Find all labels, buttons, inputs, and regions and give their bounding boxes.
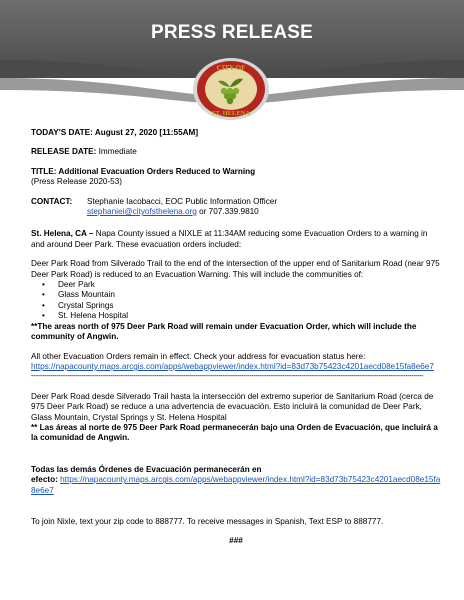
contact-label: CONTACT: (31, 196, 73, 206)
contact-block (31, 197, 441, 218)
spanish-evacuation-map-link[interactable]: https://napacounty.maps.arcgis.com/apps/webappviewer/index.html?id=83d73b75423c4201aecd08e15fa8e6e7 (31, 475, 441, 495)
city-seal-logo (191, 57, 271, 121)
list-item: • Deer Park (58, 280, 441, 290)
seal-top-text: CITY OF (216, 64, 246, 72)
section-divider: ----------------------------------------------------------------------------------------------------------------------------------------------------------------------------------------------------------- (31, 373, 424, 381)
release-date (31, 147, 441, 157)
list-item: • Glass Mountain (58, 290, 441, 300)
contact-email-link[interactable]: stephaniei@cityofsthelena.org (87, 207, 197, 217)
release-number: (Press Release 2020-53) (31, 177, 123, 187)
end-mark: ### (229, 536, 243, 546)
release-date-label: RELEASE DATE: (31, 147, 97, 157)
spanish-other-orders: Todas las demás Órdenes de Evacuación permanecerán en (31, 464, 262, 474)
todays-date: TODAY'S DATE: August 27, 2020 [11:55AM] (31, 128, 199, 137)
release-date-value: Immediate (96, 147, 137, 157)
list-item: • Crystal Springs (58, 301, 441, 311)
other-orders-paragraph: All other Evacuation Orders remain in effect. Check your address for evacuation status here: (31, 351, 366, 361)
contact-name: Stephanie Iacobacci, EOC Public Information Officer (87, 196, 278, 206)
lead-paragraph (31, 229, 441, 250)
dateline: St. Helena, CA – (31, 229, 94, 239)
spanish-effect-label: efecto: (31, 475, 58, 485)
communities-list (31, 280, 441, 322)
press-release-banner (0, 0, 464, 122)
release-title: TITLE: Additional Evacuation Orders Reduced to Warning (31, 166, 256, 176)
north-order-notice: **The areas north of 975 Deer Park Road will remain under Evacuation Order, which will include the community of Angwin. (31, 321, 417, 342)
seal-bottom-text: ST. HELENA (211, 110, 251, 117)
spanish-map-line (31, 475, 441, 496)
list-item: • St. Helena Hospital (58, 311, 441, 321)
contact-phone: or 707.339.9810 (196, 207, 259, 217)
lead-text: Napa County issued a NIXLE at 11:34AM reducing some Evacuation Orders to a warning in and around Deer Park. These evacuation orders included: (31, 229, 428, 249)
spanish-road-paragraph: Deer Park Road desde Silverado Trail hasta la intersección del extremo superior de Sanitarium Road (cerca de 975 Deer Park Road) se reduce a una advertencia de evacuación. Esto incluirá la comunidad de Deer Park, Glass Mountain, Crystal Springs y St. Helena Hospital (31, 391, 434, 422)
road-paragraph: Deer Park Road from Silverado Trail to the end of the intersection of the upper end of Sanitarium Road (near 975 Deer Park Road) is reduced to an Evacuation Warning. This will include the communities of: (31, 259, 440, 279)
evacuation-map-link[interactable]: https://napacounty.maps.arcgis.com/apps/webappviewer/index.html?id=83d73b75423c4201aecd08e15fa8e6e7 (31, 361, 434, 371)
banner-title: PRESS RELEASE (150, 22, 314, 43)
spanish-north-notice: ** Las áreas al norte de 975 Deer Park Road permanecerán bajo una Orden de Evacuación, que incluirá a la comunidad de Angwin. (31, 422, 438, 443)
nixle-instructions: To join Nixle, text your zip code to 888777. To receive messages in Spanish, Text ESP to 888777. (31, 516, 384, 526)
press-release-body (31, 128, 441, 547)
